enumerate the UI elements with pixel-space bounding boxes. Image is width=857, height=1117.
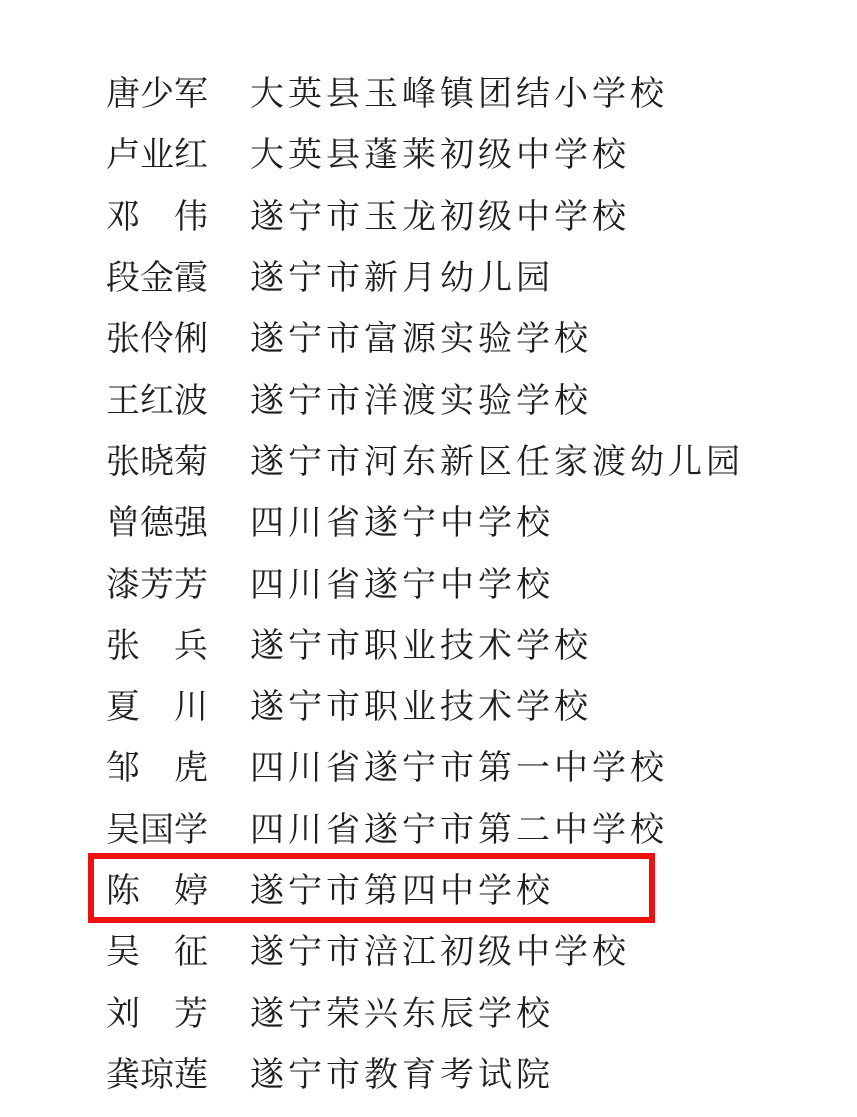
roster-row xyxy=(106,366,857,427)
roster-row xyxy=(106,183,857,244)
person-name: 曾德强 xyxy=(106,503,208,544)
roster-row xyxy=(106,734,857,795)
roster-row xyxy=(106,489,857,550)
school-name: 遂宁市涪江初级中学校 xyxy=(250,932,630,973)
roster-row xyxy=(106,550,857,611)
roster-row xyxy=(106,1041,857,1102)
school-name: 大英县玉峰镇团结小学校 xyxy=(250,74,668,115)
school-name: 遂宁市洋渡实验学校 xyxy=(250,380,592,421)
name-school-list xyxy=(106,60,857,1102)
person-name: 张 兵 xyxy=(106,625,208,666)
school-name: 四川省遂宁中学校 xyxy=(250,503,554,544)
roster-row xyxy=(106,979,857,1040)
school-name: 遂宁荣兴东辰学校 xyxy=(250,993,554,1034)
person-name: 龚琼莲 xyxy=(106,1054,208,1095)
person-name: 刘 芳 xyxy=(106,993,208,1034)
person-name: 唐少军 xyxy=(106,74,208,115)
person-name: 卢业红 xyxy=(106,135,208,176)
person-name: 张伶俐 xyxy=(106,319,208,360)
school-name: 遂宁市河东新区任家渡幼儿园 xyxy=(250,441,744,482)
school-name: 大英县蓬莱初级中学校 xyxy=(250,135,630,176)
school-name: 遂宁市职业技术学校 xyxy=(250,625,592,666)
school-name: 四川省遂宁市第一中学校 xyxy=(250,748,668,789)
roster-row xyxy=(106,918,857,979)
roster-row xyxy=(106,428,857,489)
roster-row xyxy=(106,612,857,673)
school-name: 遂宁市教育考试院 xyxy=(250,1054,554,1095)
person-name: 吴国学 xyxy=(106,809,208,850)
person-name: 段金霞 xyxy=(106,258,208,299)
person-name: 陈 婷 xyxy=(106,871,208,911)
roster-row xyxy=(106,796,857,857)
roster-row xyxy=(106,60,857,121)
person-name: 漆芳芳 xyxy=(106,564,208,605)
school-name: 遂宁市第四中学校 xyxy=(250,871,554,911)
school-name: 四川省遂宁中学校 xyxy=(250,564,554,605)
person-name: 王红波 xyxy=(106,380,208,421)
person-name: 吴 征 xyxy=(106,932,208,973)
school-name: 遂宁市玉龙初级中学校 xyxy=(250,196,630,237)
person-name: 夏 川 xyxy=(106,687,208,728)
school-name: 遂宁市富源实验学校 xyxy=(250,319,592,360)
roster-row xyxy=(106,305,857,366)
person-name: 张晓菊 xyxy=(106,441,208,482)
roster-row xyxy=(106,244,857,305)
school-name: 遂宁市职业技术学校 xyxy=(250,687,592,728)
school-name: 遂宁市新月幼儿园 xyxy=(250,258,554,299)
person-name: 邹 虎 xyxy=(106,748,208,789)
school-name: 四川省遂宁市第二中学校 xyxy=(250,809,668,850)
roster-row xyxy=(106,673,857,734)
roster-row xyxy=(106,857,857,918)
roster-row xyxy=(106,121,857,182)
person-name: 邓 伟 xyxy=(106,196,208,237)
